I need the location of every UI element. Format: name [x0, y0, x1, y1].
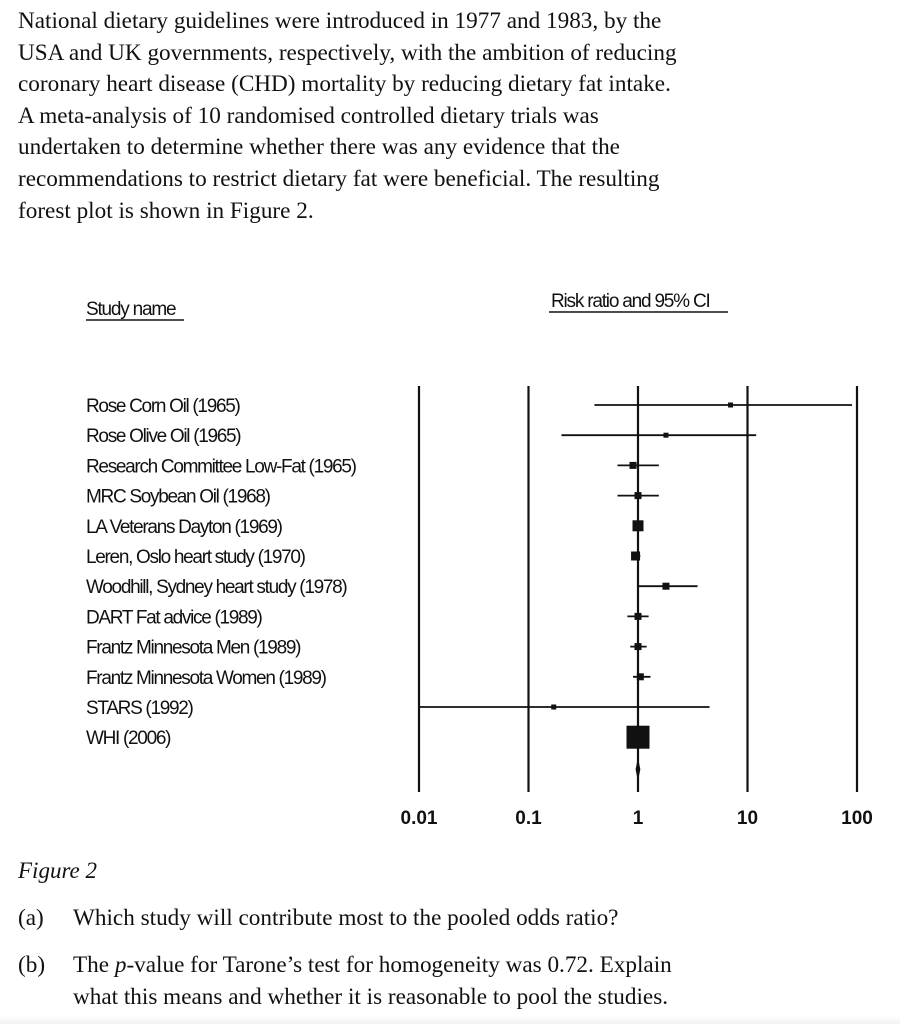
point-estimate-marker [627, 726, 650, 749]
study-label: Woodhill, Sydney heart study (1978) [86, 577, 347, 599]
intro-line: USA and UK governments, respectively, with the ambition of reducing [18, 39, 677, 66]
point-estimate-marker [637, 673, 644, 680]
study-label: Rose Olive Oil (1965) [86, 426, 241, 448]
point-estimate-marker [631, 552, 640, 561]
pooled-diamond [636, 757, 641, 781]
study-label: WHI (2006) [86, 728, 171, 750]
intro-line: undertaken to determine whether there was any evidence that the [18, 134, 620, 161]
study-label: Frantz Minnesota Women (1989) [86, 667, 326, 689]
study-label: STARS (1992) [86, 698, 193, 719]
confidence-intervals [419, 403, 852, 782]
point-estimate-marker [633, 520, 644, 531]
question-label: (b) [18, 952, 46, 978]
x-axis-ticks [401, 808, 873, 829]
study-label: DART Fat advice (1989) [86, 607, 262, 629]
study-labels [86, 396, 357, 749]
point-estimate-marker [629, 462, 636, 469]
study-label: Frantz Minnesota Men (1989) [86, 637, 301, 659]
study-label: MRC Soybean Oil (1968) [86, 486, 270, 508]
point-estimate-marker [663, 433, 668, 438]
point-estimate-marker [662, 583, 669, 590]
intro-line: coronary heart disease (CHD) mortality by reducing dietary fat intake. [18, 71, 671, 98]
question-text-line: The p-value for Tarone’s test for homogeneity was 0.72. Explain [73, 952, 672, 978]
x-tick-label: 1 [632, 808, 644, 829]
x-tick-label: 10 [736, 808, 759, 829]
intro-line: recommendations to restrict dietary fat were beneficial. The resulting [18, 165, 660, 192]
question-label: (a) [18, 905, 44, 931]
effect-header: Risk ratio and 95% CI [551, 291, 710, 312]
question-text-line: Which study will contribute most to the pooled odds ratio? [73, 905, 619, 931]
intro-paragraph [18, 6, 878, 227]
point-estimate-marker [635, 613, 642, 620]
figure-caption: Figure 2 [18, 858, 97, 883]
forest-plot [0, 270, 900, 850]
x-tick-label: 0.01 [400, 808, 438, 829]
question-text-line: what this means and whether it is reasonable to pool the studies. [73, 983, 669, 1010]
intro-line: National dietary guidelines were introduced in 1977 and 1983, by the [18, 8, 662, 34]
point-estimate-marker [635, 492, 642, 499]
point-estimate-marker [551, 705, 556, 710]
point-estimate-marker [728, 403, 733, 408]
study-name-header: Study name [86, 299, 176, 320]
study-label: Rose Corn Oil (1965) [86, 396, 240, 417]
point-estimate-marker [635, 643, 642, 650]
page-edge-shadow [0, 1016, 900, 1024]
intro-line: A meta-analysis of 10 randomised controlled dietary trials was [18, 102, 599, 129]
study-label: LA Veterans Dayton (1969) [86, 516, 282, 538]
intro-line: forest plot is shown in Figure 2. [18, 197, 314, 224]
x-tick-label: 100 [841, 808, 873, 829]
study-label: Research Committee Low-Fat (1965) [86, 456, 356, 478]
study-label: Leren, Oslo heart study (1970) [86, 547, 305, 568]
x-tick-label: 0.1 [515, 808, 542, 829]
